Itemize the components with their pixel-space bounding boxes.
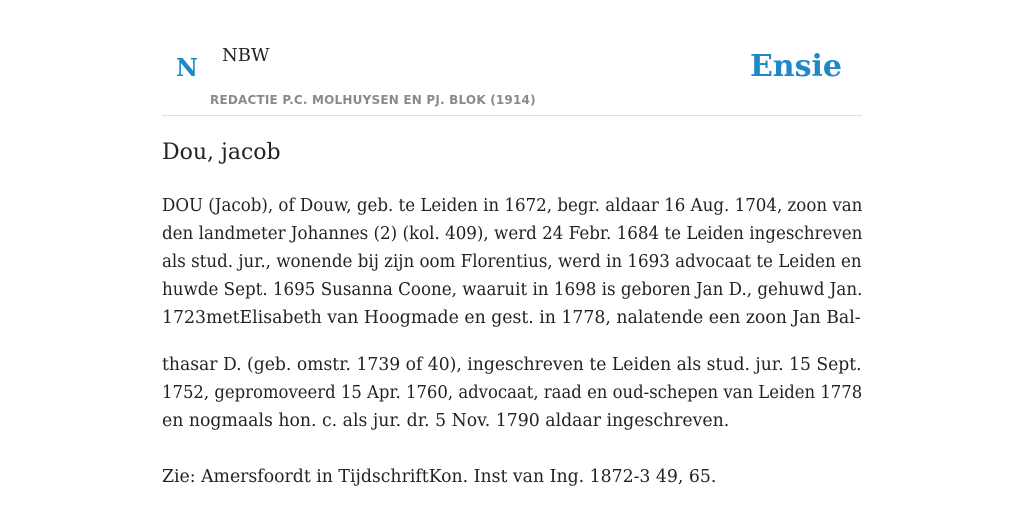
- paragraph-line: huwde Sept. 1695 Susanna Coone, waaruit in 1698 is geboren Jan D., gehuwd Jan.: [162, 280, 863, 300]
- paragraph-line: Zie: Amersfoordt in TijdschriftKon. Inst van Ing. 1872-3 49, 65.: [162, 467, 717, 487]
- source-logo[interactable]: N: [176, 53, 198, 82]
- paragraph-line: als stud. jur., wonende bij zijn oom Florentius, werd in 1693 advocaat te Leiden en: [162, 252, 862, 272]
- source-name[interactable]: NBW: [222, 45, 270, 66]
- paragraph-line: 1752, gepromoveerd 15 Apr. 1760, advocaat, raad en oud-schepen van Leiden 1778: [162, 383, 863, 403]
- brand-logo[interactable]: Ensie: [749, 49, 842, 84]
- page-header: [162, 0, 862, 116]
- article-paragraph: [162, 351, 862, 435]
- article-title: Dou, jacob: [162, 140, 281, 165]
- article-paragraph: [162, 192, 862, 332]
- source-editors: REDACTIE P.C. MOLHUYSEN EN PJ. BLOK (1914): [210, 93, 536, 107]
- paragraph-line: en nogmaals hon. c. als jur. dr. 5 Nov. 1790 aldaar ingeschreven.: [162, 411, 730, 431]
- paragraph-line: den landmeter Johannes (2) (kol. 409), werd 24 Febr. 1684 te Leiden ingeschreven: [162, 224, 863, 244]
- article-reference: [162, 463, 862, 491]
- paragraph-line: thasar D. (geb. omstr. 1739 of 40), ingeschreven te Leiden als stud. jur. 15 Sept.: [162, 355, 862, 375]
- paragraph-line: 1723metElisabeth van Hoogmade en gest. in 1778, nalatende een zoon Jan Bal-: [162, 308, 861, 328]
- paragraph-line: DOU (Jacob), of Douw, geb. te Leiden in 1672, begr. aldaar 16 Aug. 1704, zoon van: [162, 196, 863, 216]
